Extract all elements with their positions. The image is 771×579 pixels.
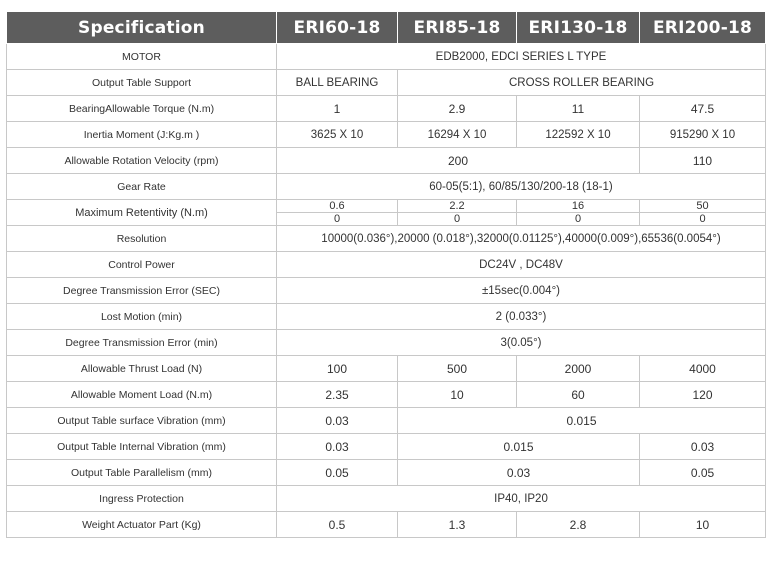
cell-value: 915290 X 10 xyxy=(640,122,766,148)
row-label: Degree Transmission Error (SEC) xyxy=(7,278,277,304)
cell-value: 1 xyxy=(277,96,398,122)
table-row xyxy=(7,512,766,538)
cell-value: 0.5 xyxy=(277,512,398,538)
row-label: Degree Transmission Error (min) xyxy=(7,330,277,356)
cell-value: 0.03 xyxy=(277,434,398,460)
cell-value: 120 xyxy=(640,382,766,408)
cell-value: 50 xyxy=(640,200,766,213)
cell-value: 0.05 xyxy=(277,460,398,486)
table-row xyxy=(7,356,766,382)
row-label: BearingAllowable Torque (N.m) xyxy=(7,96,277,122)
cell-value: CROSS ROLLER BEARING xyxy=(398,70,766,96)
row-label: Allowable Moment Load (N.m) xyxy=(7,382,277,408)
cell-value: 16 xyxy=(517,200,640,213)
row-label: Output Table Internal Vibration (mm) xyxy=(7,434,277,460)
table-row xyxy=(7,460,766,486)
cell-value: 3625 X 10 xyxy=(277,122,398,148)
cell-value: 0 xyxy=(640,213,766,226)
cell-value: 0 xyxy=(398,213,517,226)
table-row xyxy=(7,434,766,460)
cell-value: 122592 X 10 xyxy=(517,122,640,148)
row-label: Inertia Moment (J:Kg.m ) xyxy=(7,122,277,148)
spec-header: Specification xyxy=(7,12,277,44)
table-row xyxy=(7,382,766,408)
cell-value: 0.015 xyxy=(398,408,766,434)
model-header: ERI200-18 xyxy=(640,12,766,44)
table-row xyxy=(7,408,766,434)
header-row xyxy=(7,12,766,44)
row-label: Output Table surface Vibration (mm) xyxy=(7,408,277,434)
row-label: Maximum Retentivity (N.m) xyxy=(7,200,277,226)
cell-value: 2.8 xyxy=(517,512,640,538)
row-label: Lost Motion (min) xyxy=(7,304,277,330)
table-row xyxy=(7,70,766,96)
cell-value: 2.2 xyxy=(398,200,517,213)
cell-value: 10000(0.036°),20000 (0.018°),32000(0.01125°),40000(0.009°),65536(0.0054°) xyxy=(277,226,766,252)
row-label: Ingress Protection xyxy=(7,486,277,512)
table-row xyxy=(7,200,766,213)
row-label: Allowable Thrust Load (N) xyxy=(7,356,277,382)
cell-value: 200 xyxy=(277,148,640,174)
cell-value: 47.5 xyxy=(640,96,766,122)
cell-value: 0 xyxy=(277,213,398,226)
row-label: Resolution xyxy=(7,226,277,252)
cell-value: ±15sec(0.004°) xyxy=(277,278,766,304)
table-row xyxy=(7,174,766,200)
cell-value: DC24V , DC48V xyxy=(277,252,766,278)
cell-value: 3(0.05°) xyxy=(277,330,766,356)
cell-value: 0.03 xyxy=(398,460,640,486)
cell-value: 0.03 xyxy=(640,434,766,460)
cell-value: IP40, IP20 xyxy=(277,486,766,512)
cell-value: 2.9 xyxy=(398,96,517,122)
cell-value: EDB2000, EDCI SERIES L TYPE xyxy=(277,44,766,70)
specification-table xyxy=(6,11,766,538)
model-header: ERI60-18 xyxy=(277,12,398,44)
cell-value: 110 xyxy=(640,148,766,174)
cell-value: 0.6 xyxy=(277,200,398,213)
cell-value: 10 xyxy=(398,382,517,408)
table-row xyxy=(7,122,766,148)
table-row xyxy=(7,44,766,70)
model-header: ERI130-18 xyxy=(517,12,640,44)
cell-value: 10 xyxy=(640,512,766,538)
cell-value: 0.05 xyxy=(640,460,766,486)
cell-value: 60-05(5:1), 60/85/130/200-18 (18-1) xyxy=(277,174,766,200)
cell-value: 0.03 xyxy=(277,408,398,434)
cell-value: 1.3 xyxy=(398,512,517,538)
table-row xyxy=(7,486,766,512)
cell-value: BALL BEARING xyxy=(277,70,398,96)
row-label: Control Power xyxy=(7,252,277,278)
cell-value: 2 (0.033°) xyxy=(277,304,766,330)
cell-value: 60 xyxy=(517,382,640,408)
table-row xyxy=(7,304,766,330)
cell-value: 2000 xyxy=(517,356,640,382)
table-row xyxy=(7,226,766,252)
cell-value: 16294 X 10 xyxy=(398,122,517,148)
table-row xyxy=(7,278,766,304)
cell-value: 4000 xyxy=(640,356,766,382)
table-row xyxy=(7,330,766,356)
table-row xyxy=(7,252,766,278)
cell-value: 0 xyxy=(517,213,640,226)
row-label: Weight Actuator Part (Kg) xyxy=(7,512,277,538)
cell-value: 2.35 xyxy=(277,382,398,408)
cell-value: 500 xyxy=(398,356,517,382)
cell-value: 0.015 xyxy=(398,434,640,460)
row-label: MOTOR xyxy=(7,44,277,70)
row-label: Output Table Parallelism (mm) xyxy=(7,460,277,486)
row-label: Output Table Support xyxy=(7,70,277,96)
cell-value: 11 xyxy=(517,96,640,122)
model-header: ERI85-18 xyxy=(398,12,517,44)
cell-value: 100 xyxy=(277,356,398,382)
table-row xyxy=(7,148,766,174)
row-label: Gear Rate xyxy=(7,174,277,200)
row-label: Allowable Rotation Velocity (rpm) xyxy=(7,148,277,174)
table-row xyxy=(7,96,766,122)
